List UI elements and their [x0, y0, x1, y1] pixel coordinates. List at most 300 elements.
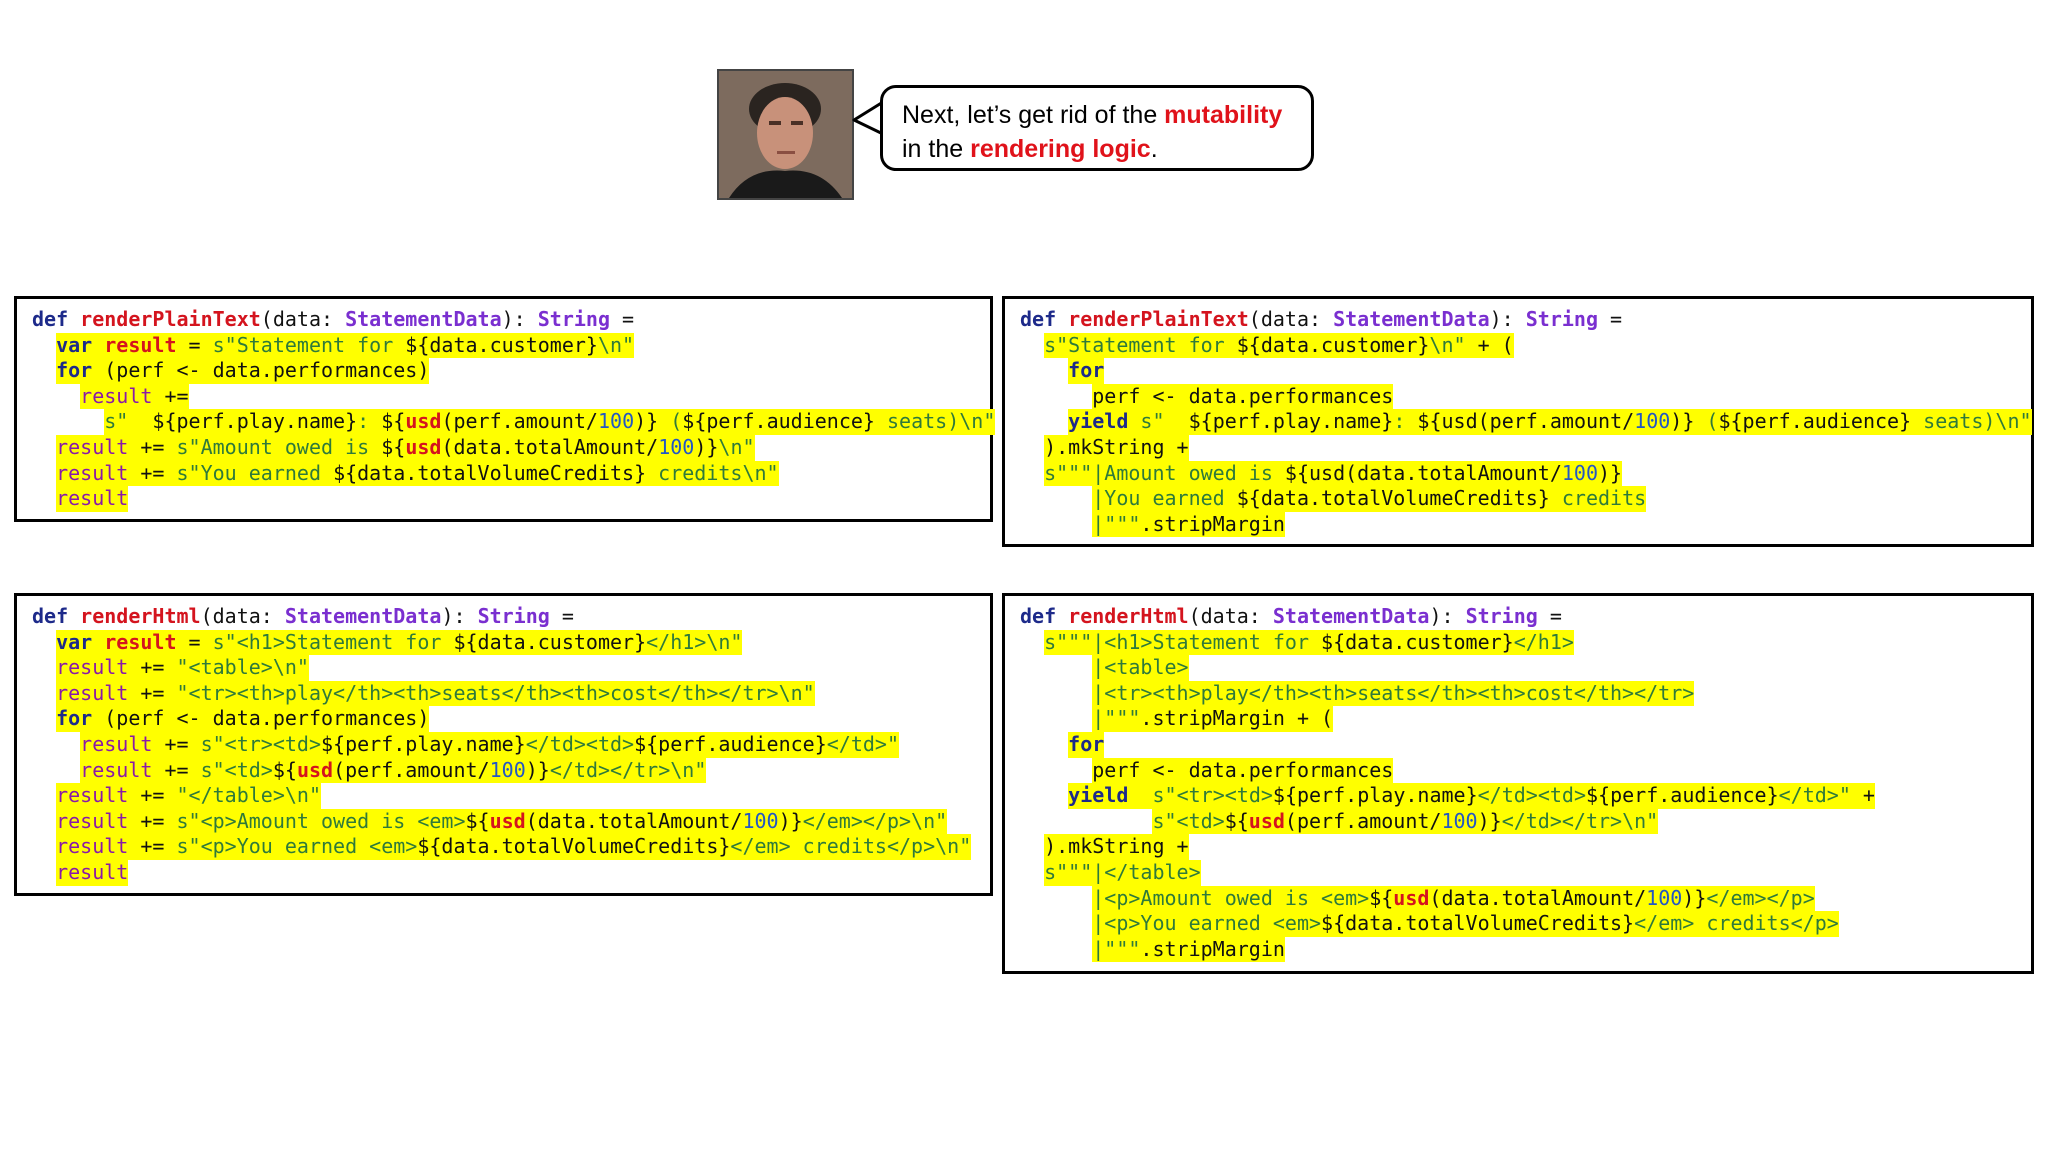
code-token: seats)\n" — [874, 409, 996, 434]
code-indent — [1020, 384, 1092, 408]
code-token: (data.totalAmount/ — [1429, 885, 1647, 910]
code-line — [1020, 809, 1875, 835]
code-token: = — [1598, 307, 1623, 331]
code-token: perf <- data.performances — [1092, 757, 1394, 782]
code-token: perf <- data.performances — [1092, 383, 1394, 408]
code-line — [1020, 655, 1875, 681]
code-token: </h1> — [1513, 629, 1574, 654]
speech-bubble — [880, 85, 1314, 171]
code-line — [1020, 486, 2032, 512]
highlighted-code — [56, 435, 754, 461]
code-token: result — [56, 680, 129, 705]
code-token: : — [1393, 409, 1418, 434]
code-token: .stripMargin — [1140, 511, 1285, 536]
code-token: String — [1465, 604, 1538, 628]
code-token: s"<p>You earned <em> — [176, 834, 418, 859]
code-token: 100 — [742, 808, 779, 833]
code-token: s"Statement for — [212, 332, 406, 357]
code-token: 100 — [658, 434, 695, 459]
highlighted-code — [1068, 409, 2031, 435]
code-token: s"Amount owed is — [176, 434, 382, 459]
code-token: = — [1537, 604, 1562, 628]
speech-line-2 — [902, 132, 1311, 166]
code-indent — [1020, 809, 1152, 833]
code-token: ).mkString + — [1044, 834, 1189, 859]
code-token: usd — [1248, 808, 1285, 833]
code-token: 100 — [597, 409, 635, 434]
highlighted-code — [56, 809, 947, 835]
code-token: += — [128, 655, 177, 680]
code-token: ).mkString + — [1044, 434, 1189, 459]
code-indent — [1020, 758, 1092, 782]
code-indent — [1020, 886, 1092, 910]
code-token: |You earned — [1092, 486, 1237, 511]
code-token: += — [128, 460, 177, 485]
code-line — [1020, 732, 1875, 758]
code-signature — [1020, 604, 1562, 628]
code-token: usd — [489, 808, 526, 833]
code-token: |<p>You earned <em> — [1092, 911, 1322, 936]
code-token: var — [56, 332, 105, 357]
code-token: </em></p>\n" — [802, 808, 948, 833]
code-line — [1020, 937, 1875, 963]
code-line — [1020, 911, 1875, 937]
code-token: result — [104, 629, 177, 654]
code-token: (data: — [260, 307, 346, 331]
code-token: StatementData — [345, 307, 502, 331]
highlighted-code — [56, 860, 128, 886]
code-token: renderPlainText — [1068, 307, 1249, 331]
code-indent — [32, 732, 80, 756]
highlighted-code — [56, 706, 429, 732]
code-token: ${data.totalVolumeCredits} — [1321, 911, 1635, 936]
speech-text: in the — [902, 135, 971, 163]
code-indent — [32, 384, 80, 408]
code-token: ${ — [381, 409, 406, 434]
code-indent — [32, 435, 56, 459]
code-line — [1020, 358, 2032, 384]
highlighted-code — [56, 630, 742, 656]
highlighted-code — [1068, 732, 1104, 758]
code-token: def — [1020, 307, 1069, 331]
code-token: result — [80, 731, 153, 756]
highlighted-code — [1044, 630, 1574, 656]
code-token: def — [32, 604, 81, 628]
highlighted-code — [1044, 860, 1201, 886]
code-indent — [1020, 358, 1068, 382]
code-token: |""" — [1092, 936, 1141, 961]
code-line — [1020, 783, 1875, 809]
highlighted-code — [1092, 911, 1839, 937]
code-token: ${perf.audience} — [682, 409, 875, 434]
code-token: usd — [296, 757, 334, 782]
code-token: ): — [501, 307, 538, 331]
code-token: ): — [441, 604, 478, 628]
highlighted-code — [1152, 809, 1658, 835]
code-token: ${ — [465, 808, 490, 833]
code-signature — [1020, 307, 1622, 331]
code-indent — [1020, 630, 1044, 654]
code-indent — [32, 333, 56, 357]
code-panel-html-immutable — [1002, 593, 2034, 974]
code-line — [32, 860, 971, 886]
highlighted-code — [1092, 486, 1646, 512]
code-indent — [1020, 486, 1092, 510]
highlighted-code — [80, 732, 899, 758]
code-token: += — [152, 383, 189, 408]
code-token: )} — [694, 434, 719, 459]
code-token: += — [152, 731, 201, 756]
highlighted-code — [1044, 461, 1622, 487]
code-token: s"<h1>Statement for — [212, 629, 454, 654]
code-token: ${ — [381, 434, 406, 459]
code-line — [32, 435, 995, 461]
code-token: for — [1068, 358, 1105, 383]
code-signature — [32, 307, 634, 331]
code-indent — [32, 461, 56, 485]
code-token: ${perf.play.name} — [321, 731, 526, 756]
code-indent — [1020, 333, 1044, 357]
code-token: </td><td> — [525, 731, 635, 756]
code-token: ${perf.play.name} — [1272, 783, 1478, 808]
code-line — [1020, 512, 2032, 538]
highlighted-code — [1092, 706, 1333, 732]
code-line — [1020, 630, 1875, 656]
code-token: s"<td> — [200, 757, 273, 782]
code-indent — [1020, 655, 1092, 679]
code-token: )} — [634, 409, 659, 434]
highlighted-code — [1092, 681, 1694, 707]
code-line — [32, 809, 971, 835]
code-token: (data.totalAmount/ — [441, 434, 659, 459]
highlighted-code — [1044, 333, 1514, 359]
code-token: ${usd(data.totalAmount/ — [1284, 460, 1562, 485]
code-line — [32, 409, 995, 435]
code-token: s" — [104, 409, 153, 434]
code-line — [32, 604, 971, 630]
code-token: (perf <- data.performances) — [92, 706, 430, 731]
code-token: .stripMargin — [1140, 936, 1285, 961]
code-line — [32, 758, 971, 784]
code-token: ${perf.play.name} — [152, 409, 358, 434]
code-token: result — [80, 383, 153, 408]
code-token: ${perf.audience} — [1718, 409, 1912, 434]
code-indent — [1020, 435, 1044, 459]
highlighted-code — [56, 834, 971, 860]
code-panel-html-mutable — [14, 593, 993, 896]
code-line — [32, 333, 995, 359]
code-indent — [1020, 461, 1044, 485]
code-token: "</table>\n" — [176, 783, 322, 808]
code-line — [32, 655, 971, 681]
speech-highlight-rendering-logic: rendering logic — [970, 135, 1151, 163]
code-token: (perf.amount/ — [333, 757, 490, 782]
speech-highlight-mutability: mutability — [1164, 101, 1283, 129]
code-indent — [1020, 911, 1092, 935]
code-token: += — [152, 757, 201, 782]
highlighted-code — [56, 655, 309, 681]
code-token: s"Statement for — [1044, 332, 1237, 357]
code-token: )} — [1670, 409, 1695, 434]
highlighted-code — [80, 758, 706, 784]
code-indent — [32, 358, 56, 382]
code-token: = — [610, 307, 635, 331]
code-block — [32, 307, 995, 512]
code-token: \n" — [718, 434, 755, 459]
code-token: ${data.customer} — [1321, 629, 1514, 654]
code-token: String — [537, 307, 611, 331]
code-token: StatementData — [1272, 604, 1430, 628]
code-token: ${perf.audience} — [1585, 783, 1779, 808]
code-token: yield — [1068, 783, 1129, 808]
code-token: s"""|</table> — [1044, 859, 1201, 884]
code-token: result — [56, 834, 129, 859]
code-token: (data.totalAmount/ — [525, 808, 743, 833]
code-indent — [32, 655, 56, 679]
code-token: </em> credits</p>\n" — [730, 834, 972, 859]
code-token: var — [56, 629, 105, 654]
highlighted-code — [56, 333, 634, 359]
code-token: </h1>\n" — [646, 629, 743, 654]
code-block — [32, 604, 971, 886]
code-token: s"""|Amount owed is — [1044, 460, 1285, 485]
code-indent — [32, 834, 56, 858]
highlighted-code — [1044, 834, 1189, 860]
code-token: "<tr><th>play</th><th>seats</th><th>cost</th></tr>\n" — [176, 680, 815, 705]
code-token: += — [128, 834, 177, 859]
code-token: += — [128, 680, 177, 705]
code-token: "<table>\n" — [176, 655, 309, 680]
highlighted-code — [56, 358, 429, 384]
code-token: result — [56, 486, 129, 511]
code-indent — [32, 758, 80, 782]
code-token: credits\n" — [646, 460, 779, 485]
code-token: renderPlainText — [80, 307, 261, 331]
code-token: |<p>Amount owed is <em> — [1092, 885, 1370, 910]
code-token: )} — [1477, 808, 1502, 833]
code-token: .stripMargin + ( — [1140, 706, 1334, 731]
code-token: += — [128, 434, 177, 459]
highlighted-code — [1044, 435, 1189, 461]
highlighted-code — [104, 409, 995, 435]
code-indent — [32, 630, 56, 654]
highlighted-code — [1092, 655, 1188, 681]
presenter-photo — [717, 69, 854, 200]
highlighted-code — [1092, 512, 1285, 538]
code-token: \n" — [1429, 332, 1466, 357]
code-indent — [1020, 681, 1092, 705]
code-token: </td><td> — [1477, 783, 1586, 808]
code-token: </em> credits</p> — [1634, 911, 1839, 936]
code-panel-plain-text-immutable — [1002, 296, 2034, 547]
code-line — [1020, 758, 1875, 784]
code-token: usd — [405, 434, 442, 459]
code-line — [1020, 886, 1875, 912]
code-token: ): — [1489, 307, 1526, 331]
code-token: s" — [1128, 409, 1189, 434]
code-line — [32, 834, 971, 860]
code-token: </td>" — [826, 731, 899, 756]
code-token: (data: — [1248, 307, 1334, 331]
code-token: result — [56, 859, 129, 884]
code-token: for — [56, 706, 93, 731]
code-indent — [32, 409, 104, 433]
code-token: yield — [1068, 409, 1129, 434]
code-indent — [32, 809, 56, 833]
code-line — [32, 486, 995, 512]
code-signature — [32, 604, 574, 628]
code-token: (data: — [200, 604, 285, 628]
code-token: ${data.customer} — [1236, 332, 1430, 357]
code-token: += — [128, 808, 177, 833]
code-indent — [1020, 834, 1044, 858]
code-indent — [1020, 783, 1068, 807]
code-token: </td></tr>\n" — [1501, 808, 1659, 833]
code-line — [1020, 435, 2032, 461]
code-token: s"<tr><td> — [1152, 783, 1273, 808]
code-indent — [1020, 706, 1092, 730]
code-token: |<table> — [1092, 655, 1189, 680]
code-line — [32, 384, 995, 410]
code-line — [1020, 307, 2032, 333]
code-token: ( — [658, 409, 683, 434]
code-block — [1020, 604, 1875, 962]
code-token: ${usd(perf.amount/ — [1417, 409, 1635, 434]
code-token: s"""|<h1>Statement for — [1044, 629, 1322, 654]
highlighted-code — [1092, 937, 1285, 963]
code-token: for — [56, 358, 93, 383]
code-block — [1020, 307, 2032, 537]
highlighted-code — [56, 486, 128, 512]
code-token: : — [357, 409, 382, 434]
speech-text: Next, let’s get rid of the — [902, 101, 1165, 129]
code-token: for — [1068, 731, 1105, 756]
code-token: = — [176, 629, 213, 654]
code-token: 100 — [1634, 409, 1671, 434]
code-token: (perf <- data.performances) — [92, 358, 430, 383]
highlighted-code — [1092, 384, 1393, 410]
code-token: + — [1850, 783, 1875, 808]
code-token: renderHtml — [1068, 604, 1189, 628]
code-token: ${perf.play.name} — [1188, 409, 1394, 434]
code-token: result — [56, 460, 129, 485]
code-token: </td>" — [1778, 783, 1851, 808]
code-indent — [1020, 937, 1092, 961]
code-token: s"<td> — [1152, 808, 1225, 833]
code-token: ${data.totalVolumeCredits} — [333, 460, 647, 485]
code-line — [1020, 409, 2032, 435]
code-indent — [1020, 732, 1068, 756]
code-token: = — [176, 332, 213, 357]
code-token: (data: — [1188, 604, 1273, 628]
code-line — [32, 358, 995, 384]
code-token: + ( — [1465, 332, 1514, 357]
code-indent — [32, 706, 56, 730]
code-line — [32, 681, 971, 707]
code-token: </em></p> — [1706, 885, 1815, 910]
code-indent — [1020, 860, 1044, 884]
code-line — [32, 461, 995, 487]
code-token: credits — [1549, 486, 1647, 511]
highlighted-code — [56, 681, 815, 707]
highlighted-code — [80, 384, 188, 410]
code-token: ${ — [1369, 885, 1394, 910]
code-indent — [1020, 512, 1092, 536]
code-token: String — [477, 604, 550, 628]
code-token: ${data.customer} — [453, 629, 647, 654]
code-indent — [32, 681, 56, 705]
speech-line-1 — [902, 98, 1311, 132]
code-token: ${perf.audience} — [634, 731, 827, 756]
code-token: ${data.customer} — [405, 332, 598, 357]
code-token: ${ — [272, 757, 297, 782]
code-token: (perf.amount/ — [1284, 808, 1442, 833]
code-line — [1020, 461, 2032, 487]
code-token: ${data.totalVolumeCredits} — [1236, 486, 1550, 511]
code-token: 100 — [489, 757, 526, 782]
highlighted-code — [56, 783, 321, 809]
code-token: String — [1525, 307, 1599, 331]
code-token: usd — [1393, 885, 1430, 910]
code-line — [1020, 384, 2032, 410]
code-token: </td></tr>\n" — [549, 757, 707, 782]
code-line — [1020, 333, 2032, 359]
highlighted-code — [1068, 783, 1875, 809]
code-token: = — [549, 604, 574, 628]
code-panel-plain-text-mutable — [14, 296, 996, 522]
code-line — [32, 307, 995, 333]
code-token: renderHtml — [80, 604, 201, 628]
code-token: s"<p>Amount owed is <em> — [176, 808, 466, 833]
code-token: def — [32, 307, 81, 331]
code-token: |""" — [1092, 706, 1141, 731]
code-token: )} — [778, 808, 803, 833]
code-token: 100 — [1441, 808, 1478, 833]
code-token: result — [56, 434, 129, 459]
speech-text: . — [1150, 135, 1158, 163]
highlighted-code — [56, 461, 779, 487]
code-line — [1020, 834, 1875, 860]
code-indent — [32, 783, 56, 807]
code-indent — [1020, 409, 1068, 433]
code-line — [32, 783, 971, 809]
code-line — [32, 706, 971, 732]
code-line — [1020, 604, 1875, 630]
highlighted-code — [1092, 758, 1393, 784]
code-token: |""" — [1092, 511, 1141, 536]
code-token — [1128, 783, 1152, 807]
code-token: (perf.amount/ — [441, 409, 598, 434]
code-token: 100 — [1646, 885, 1683, 910]
presenter-face-illustration — [719, 71, 852, 198]
code-token: result — [56, 655, 129, 680]
code-line — [32, 630, 971, 656]
code-token: s"<tr><td> — [200, 731, 322, 756]
code-token: )} — [1598, 460, 1623, 485]
code-token: s"You earned — [176, 460, 334, 485]
code-line — [1020, 706, 1875, 732]
code-token: 100 — [1561, 460, 1598, 485]
code-line — [1020, 681, 1875, 707]
code-token: \n" — [597, 332, 635, 357]
code-token: ): — [1429, 604, 1466, 628]
code-token: seats)\n" — [1911, 409, 2032, 434]
code-token: |<tr><th>play</th><th>seats</th><th>cost</th></tr> — [1092, 680, 1695, 705]
code-line — [32, 732, 971, 758]
code-token: ${data.totalVolumeCredits} — [417, 834, 731, 859]
code-token: result — [56, 808, 129, 833]
code-token: )} — [1682, 885, 1707, 910]
